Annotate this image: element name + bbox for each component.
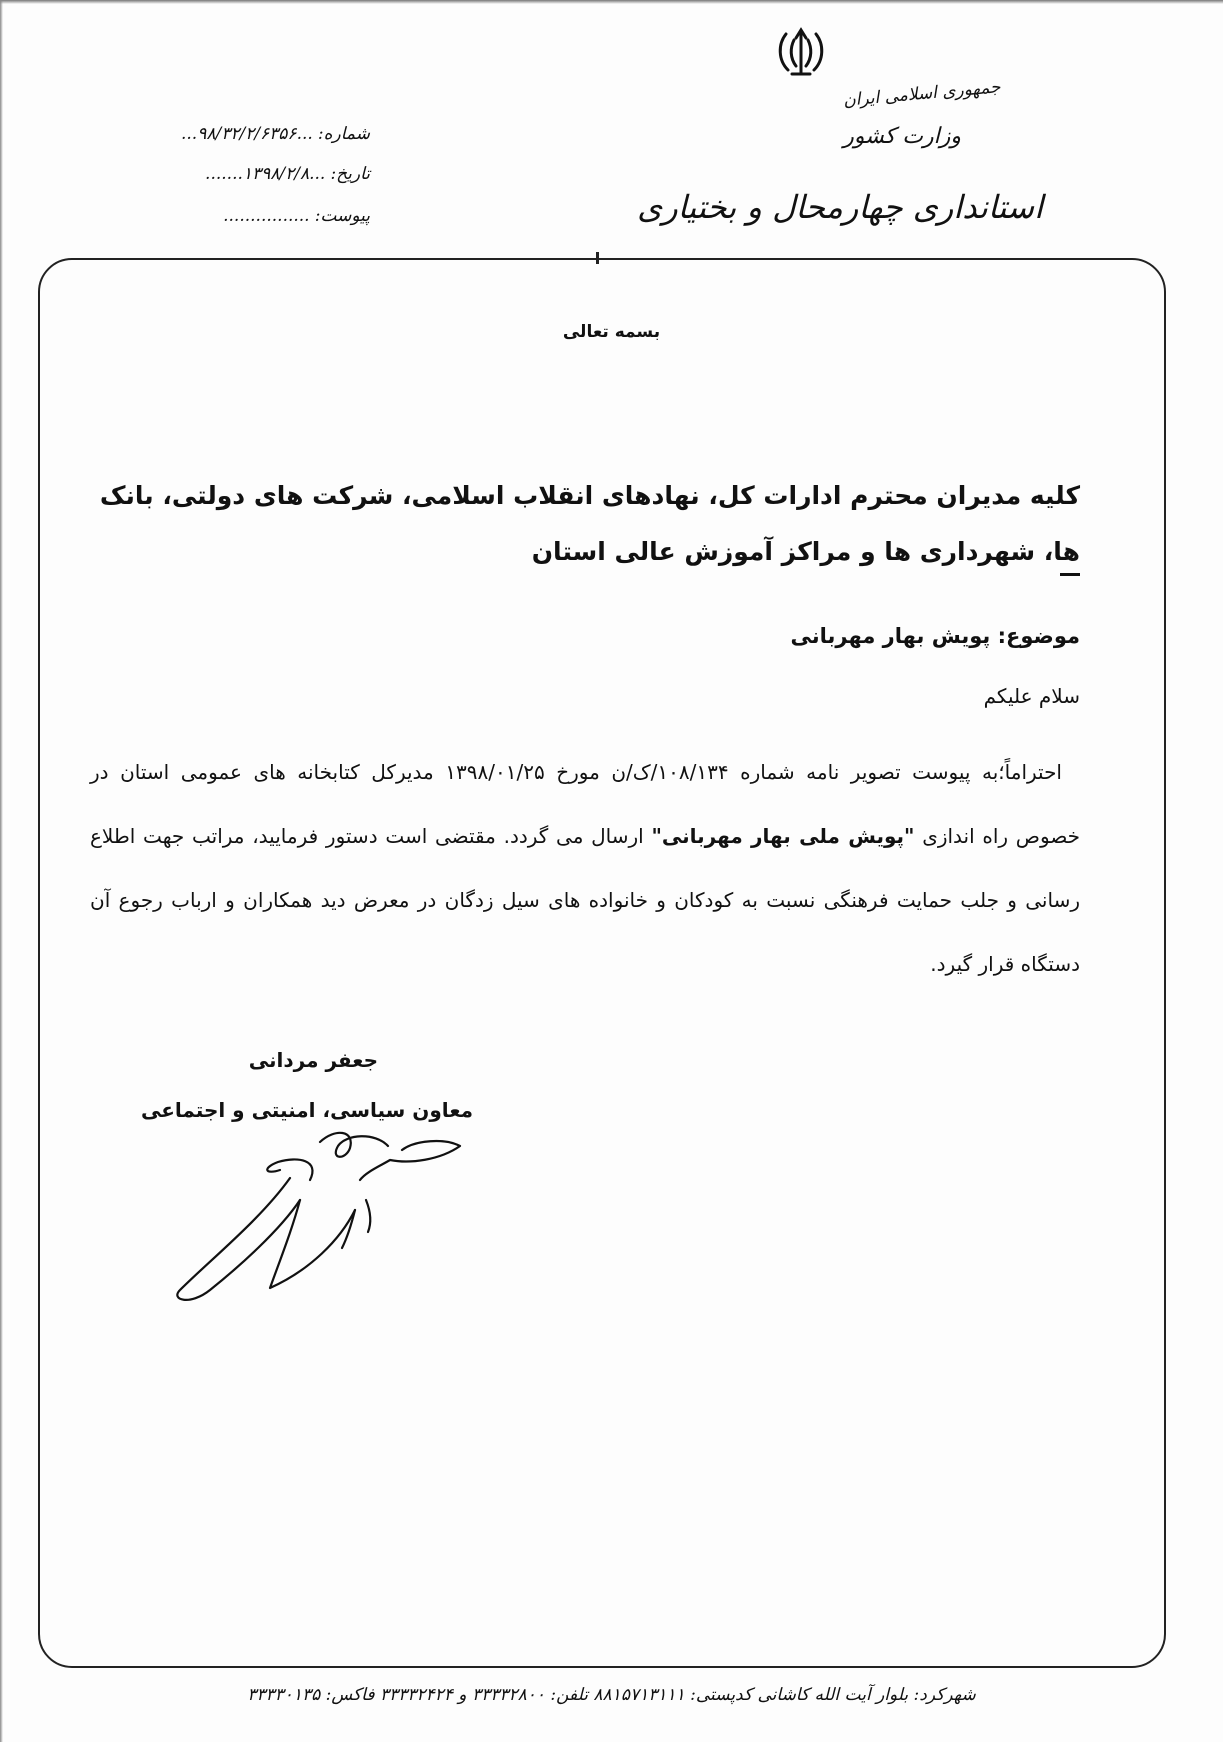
letter-attachment: [170, 206, 370, 226]
letter-body: [90, 740, 1080, 996]
signer-title: معاون سیاسی، امنیتی و اجتماعی: [140, 1098, 473, 1122]
org-governorate-name: استانداری چهارمحال و بختیاری: [637, 188, 1043, 226]
letter-attachment-value: ................: [223, 206, 310, 226]
letter-date: [170, 164, 370, 184]
handwritten-signature: [170, 1120, 470, 1310]
addressee: کلیه مدیران محترم ادارات کل، نهادهای انقلاب اسلامی، شرکت های دولتی، بانک ها، شهرداری ها و مراکز آموزش عالی استان: [99, 481, 1080, 566]
greeting: سلام علیکم: [983, 684, 1080, 708]
letter-date-value: ...۱۳۹۸/۲/۸.......: [205, 164, 326, 184]
letter-number: [170, 124, 370, 144]
letter-number-label: شماره:: [317, 124, 370, 144]
signer-name: جعفر مردانی: [248, 1048, 378, 1072]
basmala: بسمه تعالی: [562, 322, 661, 342]
subject-line: موضوع: پویش بهار مهربانی: [790, 624, 1080, 648]
letter-number-value: ...۹۸/۳۲/۲/۶۳۵۶...: [180, 124, 313, 144]
scan-edge-top: [0, 0, 1223, 4]
frame-tick-mark: [596, 252, 599, 264]
letter-attachment-label: پیوست:: [314, 206, 370, 226]
addressee-dash: [1060, 573, 1080, 576]
scan-edge-left: [0, 0, 3, 1742]
letter-date-label: تاریخ:: [330, 164, 370, 184]
footer-address: شهرکرد: بلوار آیت الله کاشانی کدپستی: ۸۸۱۵۷۱۳۱۱۱ تلفن: ۳۳۳۳۲۸۰۰ و ۳۳۳۳۲۴۲۴ فاکس: ۳۳۳۳۰۱۳۵: [247, 1685, 976, 1705]
org-ministry-name: وزارت کشور: [843, 124, 961, 149]
org-country-name: جمهوری اسلامی ایران: [842, 77, 1002, 111]
letter-body-part1: احتراماً؛به پیوست تصویر نامه شماره ۱۰۸/۱۳۴/ک/ن مورخ ۱۳۹۸/۰۱/۲۵ مدیرکل کتابخانه های عمومی استان در خصوص راه اندازی: [90, 760, 1081, 848]
iran-emblem-icon: [772, 26, 830, 84]
letter-body-part2: ارسال می گردد. مقتضی است دستور فرمایید، مراتب جهت اطلاع رسانی و جلب حمایت فرهنگی نسبت به کودکان و خانواده های سیل زدگان در معرض دید همکاران و ارباب رجوع آن دستگاه قرار گیرد.: [90, 824, 1080, 976]
letter-body-quote: "پویش ملی بهار مهربانی": [651, 824, 915, 848]
